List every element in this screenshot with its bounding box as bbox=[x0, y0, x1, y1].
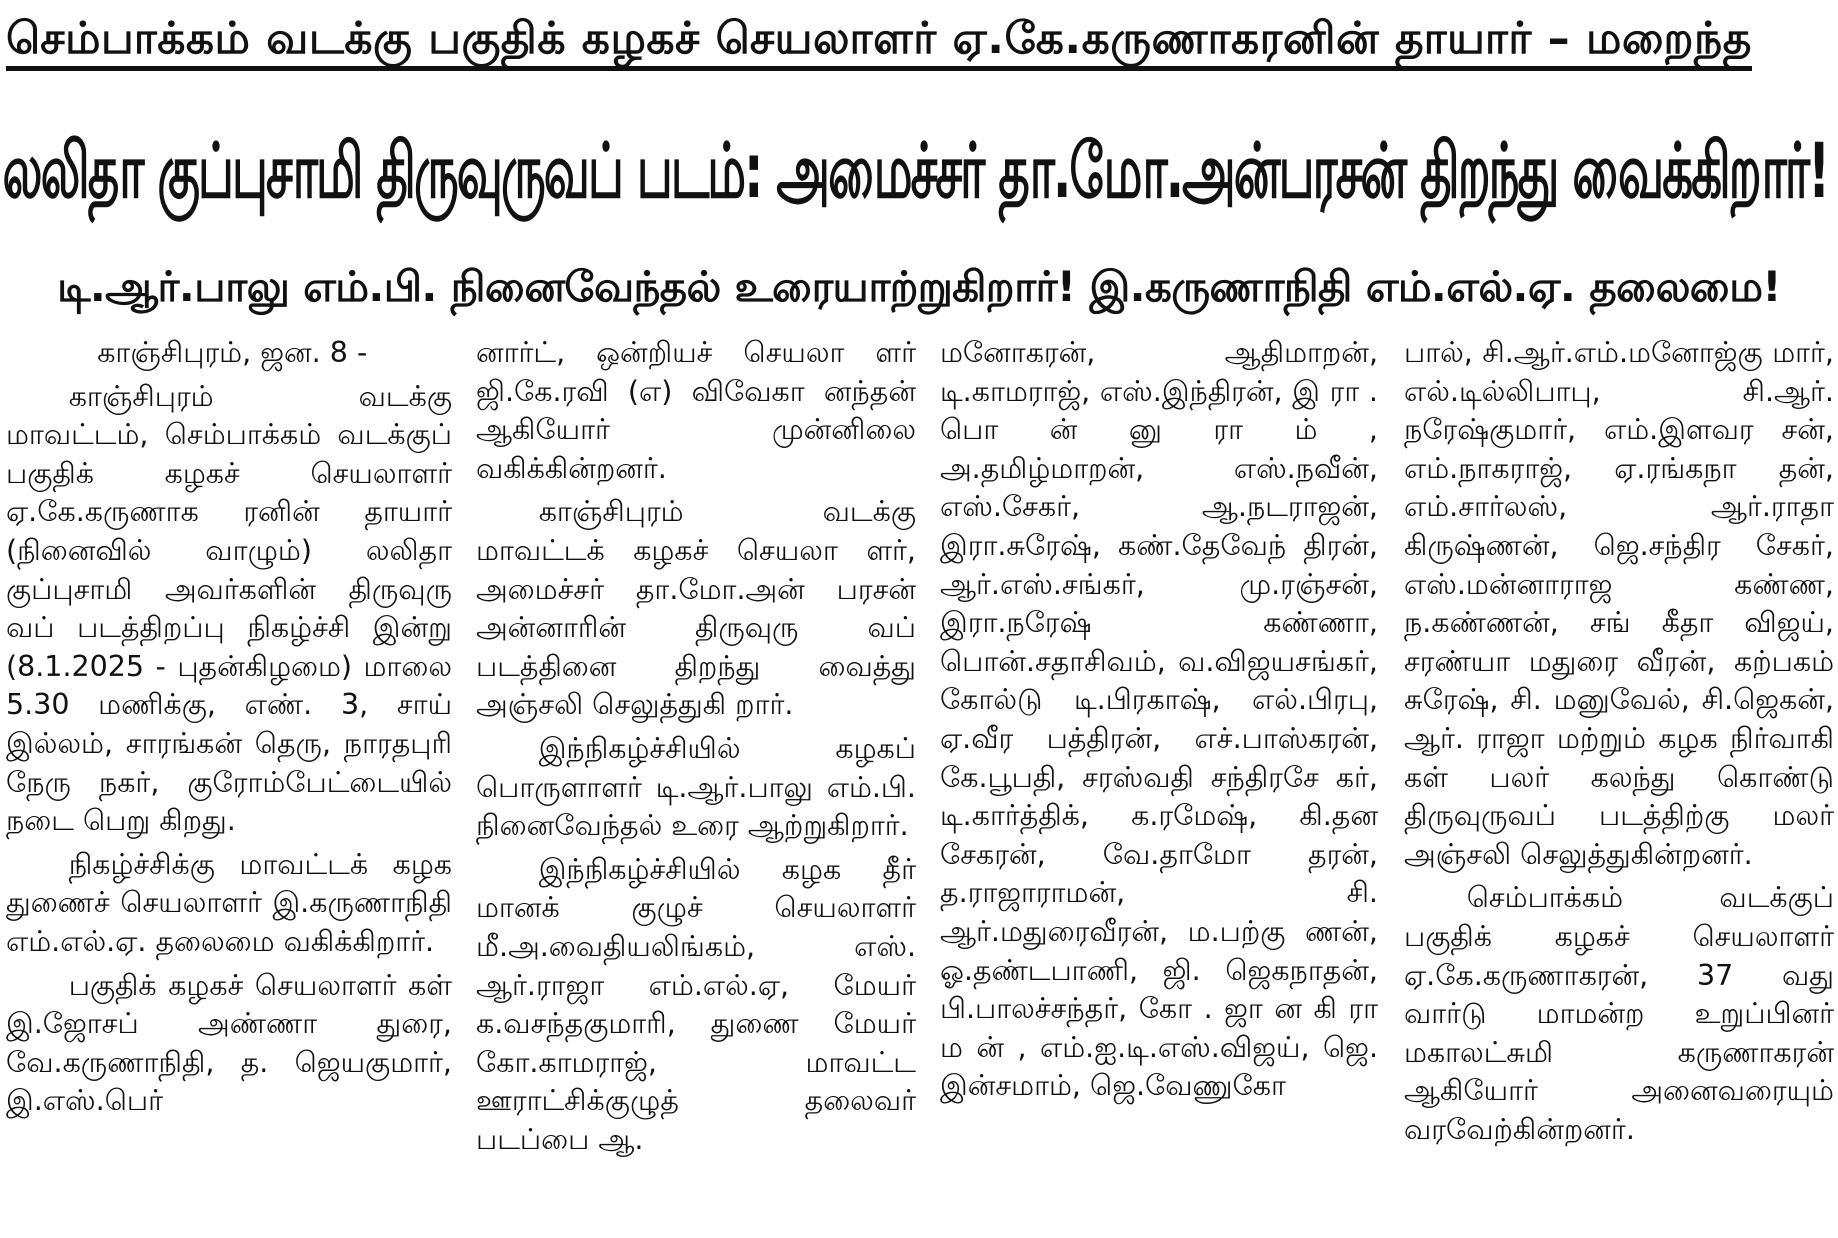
paragraph: மனோகரன், ஆதிமாறன், டி.காமராஜ், எஸ்.இந்திரன், இ ரா . பொ ன் னு ரா ம் , அ.தமிழ்மாறன், எஸ்.நவீன், எஸ்.சேகர், ஆ.நடராஜன், இரா.சுரேஷ், கண்.தேவேந் திரன், ஆர்.எஸ்.சங்கர், மு.ரஞ்சன், இரா.நரேஷ் கண்ணா, பொன்.சதாசிவம், வ.விஜயசங்கர், கோல்டு டி.பிரகாஷ், எல்.பிரபு, ஏ.வீர பத்திரன், எச்.பாஸ்கரன், கே.பூபதி, சரஸ்வதி சந்திரசே கர், டி.கார்த்திக், க.ரமேஷ், கி.தன சேகரன், வே.தாமோ தரன், த.ராஜாராமன், சி. ஆர்.மதுரைவீரன், ம.பற்கு ணன், ஓ.தண்டபாணி, ஜி. ஜெகநாதன், பி.பாலச்சந்தர், கோ . ஜா ன கி ரா ம ன் , எம்.ஐ.டி.எஸ்.விஜய், ஜெ. இன்சமாம், ஜெ.வேணுகோ bbox=[940, 336, 1378, 1103]
article-column-2 bbox=[476, 334, 916, 1238]
article-column-3 bbox=[940, 334, 1378, 1238]
paragraph: இந்நிகழ்ச்சியில் கழக தீர் மானக் குழுச் செயலாளர் மீ.அ.வைதியலிங்கம், எஸ். ஆர்.ராஜா எம்.எல்.ஏ, மேயர் க.வசந்தகுமாரி, துணை மேயர் கோ.காமராஜ், மாவட்ட ஊராட்சிக்குழுத் தலைவர் படப்பை ஆ. bbox=[476, 852, 916, 1156]
sub-headline: டி.ஆர்.பாலு எம்.பி. நினைவேந்தல் உரையாற்றுகிறார்! இ.கருணாநிதி எம்.எல்.ஏ. தலைமை! bbox=[57, 262, 1781, 311]
paragraph: னார்ட், ஒன்றியச் செயலா ளர் ஜி.கே.ரவி (எ) விவேகா னந்தன் ஆகியோர் முன்னிலை வகிக்கின்றனர். bbox=[476, 336, 916, 485]
kicker-text: செம்பாக்கம் வடக்கு பகுதிக் கழகச் செயலாளர் ஏ.கே.கருணாகரனின் தாயார் – மறைந்த bbox=[6, 13, 1752, 71]
kicker-line bbox=[0, 6, 1838, 84]
paragraph: காஞ்சிபுரம் வடக்கு மாவட்டம், செம்பாக்கம் வடக்குப் பகுதிக் கழகச் செயலாளர் ஏ.கே.கருணாக ரனின் தாயார் (நினைவில் வாழும்) லலிதா குப்புசாமி அவர்களின் திருவுரு வப் படத்திறப்பு நிகழ்ச்சி இன்று (8.1.2025 - புதன்கிழமை) மாலை 5.30 மணிக்கு, எண். 3, சாய் இல்லம், சாரங்கன் தெரு, நாரதபுரி நேரு நகர், குரோம்பேட்டையில் நடை பெறு கிறது. bbox=[6, 379, 452, 838]
main-headline: லலிதா குப்புசாமி திருவுருவப் படம்: அமைச்சர் தா.மோ.அன்பரசன் திறந்து வைக்கிறார்! bbox=[2, 126, 1829, 215]
article-body bbox=[0, 334, 1838, 1238]
article-column-1 bbox=[6, 334, 452, 1238]
article-column-4 bbox=[1404, 334, 1834, 1238]
dateline: காஞ்சிபுரம், ஜன. 8 - bbox=[97, 336, 368, 369]
paragraph: பால், சி.ஆர்.எம்.மனோஜ்கு மார், எல்.டில்லிபாபு, சி.ஆர். நரேஷ்குமார், எம்.இளவர சன், எம்.நாகராஜ், ஏ.ரங்கநா தன், எம்.சார்லஸ், ஆர்.ராதா கிருஷ்ணன், ஜெ.சந்திர சேகர், எஸ்.மன்னாராஜ கண்ண, ந.கண்ணன், சங் கீதா விஜய், சரண்யா மதுரை வீரன், கற்பகம் சுரேஷ், சி. மனுவேல், சி.ஜெகன், ஆர். ராஜா மற்றும் கழக நிர்வாகி கள் பலர் கலந்து கொண்டு திருவுருவப் படத்திற்கு மலர் அஞ்சலி செலுத்துகின்றனர். bbox=[1404, 336, 1834, 871]
paragraph: பகுதிக் கழகச் செயலாளர் கள் இ.ஜோசப் அண்ணா துரை, வே.கருணாநிதி, த. ஜெயகுமார், இ.எஸ்.பெர் bbox=[6, 968, 452, 1118]
paragraph: நிகழ்ச்சிக்கு மாவட்டக் கழக துணைச் செயலாளர் இ.கருணாநிதி எம்.எல்.ஏ. தலைமை வகிக்கிறார். bbox=[6, 847, 452, 958]
paragraph: காஞ்சிபுரம் வடக்கு மாவட்டக் கழகச் செயலா ளர், அமைச்சர் தா.மோ.அன் பரசன் அன்னாரின் திருவுரு வப் படத்தினை திறந்து வைத்து அஞ்சலி செலுத்துகி றார். bbox=[476, 495, 916, 722]
paragraph: இந்நிகழ்ச்சியில் கழகப் பொருளாளர் டி.ஆர்.பாலு எம்.பி. நினைவேந்தல் உரை ஆற்றுகிறார். bbox=[476, 731, 916, 843]
paragraph: செம்பாக்கம் வடக்குப் பகுதிக் கழகச் செயலாளர் ஏ.கே.கருணாகரன், 37 வது வார்டு மாமன்ற உறுப்பினர் மகாலட்சுமி கருணாகரன் ஆகியோர் அனைவரையும் வரவேற்கின்றனர். bbox=[1404, 881, 1834, 1146]
